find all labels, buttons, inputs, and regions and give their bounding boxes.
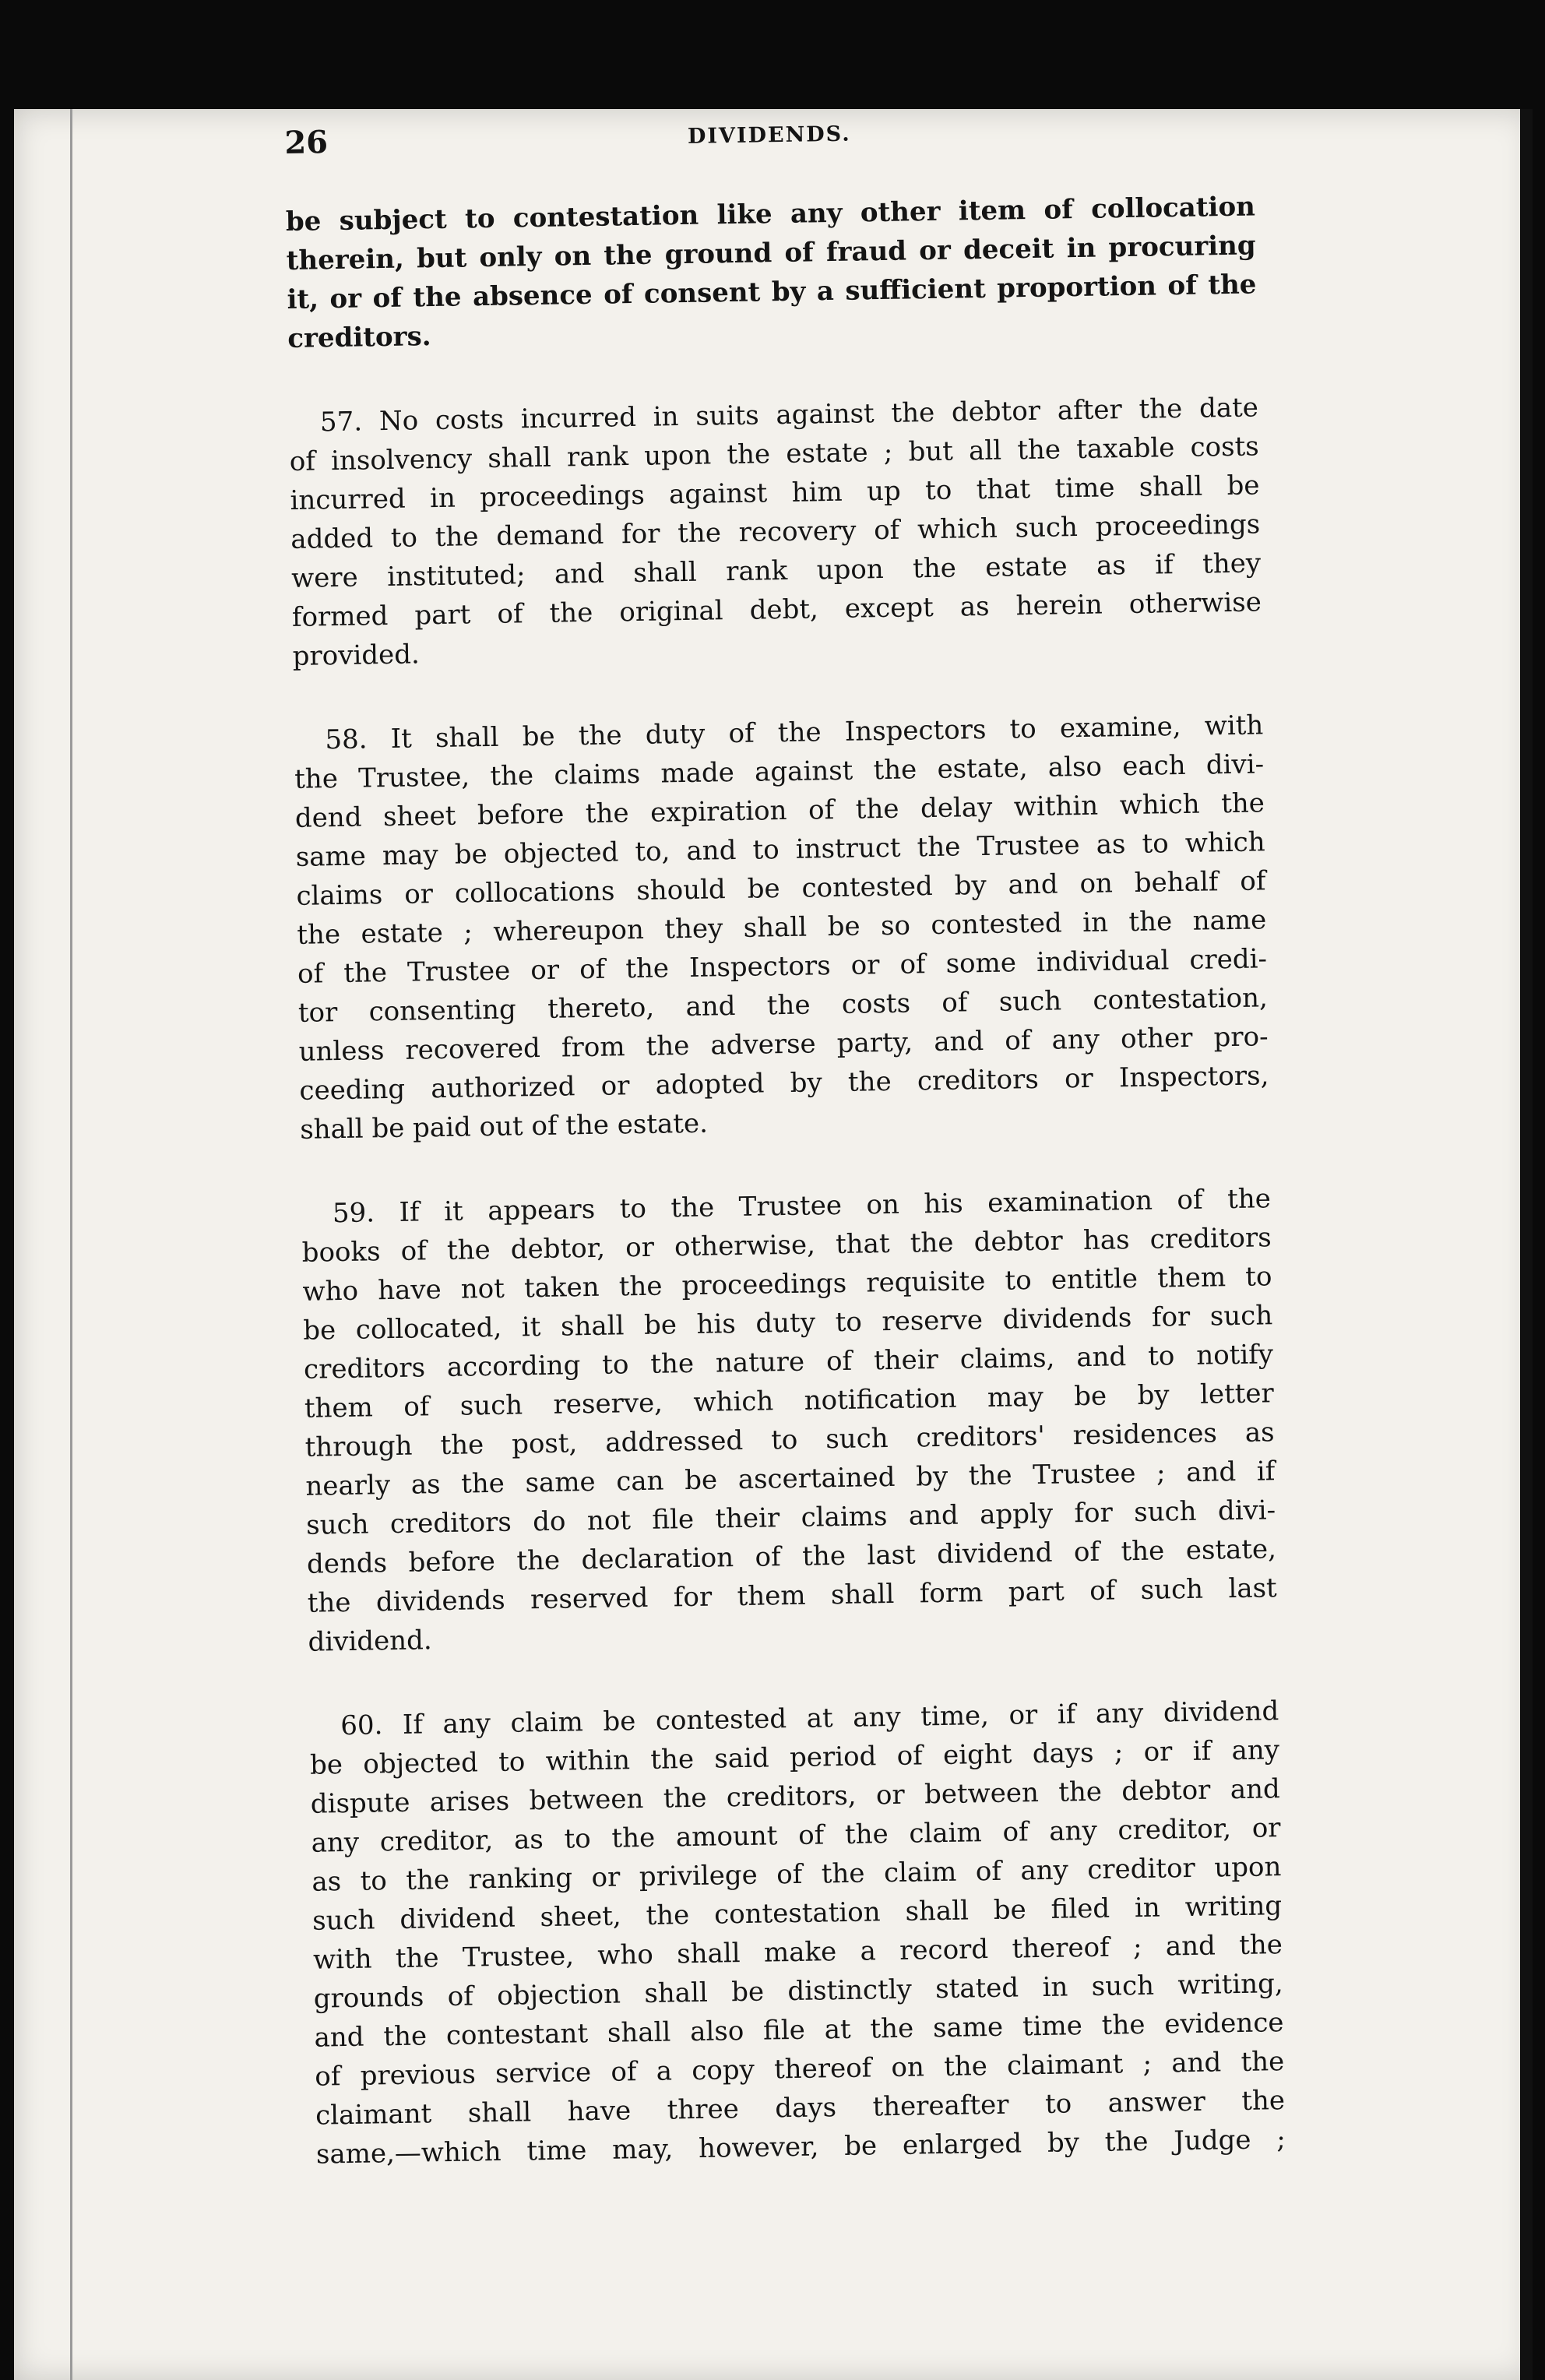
text-line: tor consenting thereto, and the costs of such contestation,	[297, 982, 1269, 1029]
text-line: of previous service of a copy thereof on the claimant ; and the	[315, 2046, 1285, 2093]
text-line: provided.	[292, 639, 421, 672]
text-line: books of the debtor, or otherwise, that the debtor has creditors	[301, 1222, 1272, 1269]
text-line: as to the ranking or privilege of the claim of any creditor upon	[311, 1851, 1282, 1898]
text-line: and the contestant shall also file at the same time the evidence	[314, 2007, 1284, 2054]
text-line: of the Trustee or of the Inspectors or of some individual credi-	[297, 943, 1268, 990]
text-line: dends before the declaration of the last dividend of the estate,	[306, 1533, 1277, 1580]
text-line: the Trustee, the claims made against the estate, also each divi-	[294, 748, 1265, 795]
text-line: be objected to within the said period of eight days ; or if any	[309, 1734, 1280, 1781]
text-line: were instituted; and shall rank upon the estate as if they	[290, 547, 1262, 594]
text-line: it, or of the absence of consent by a sufficient proportion of the	[287, 269, 1257, 315]
text-line: the estate ; whereupon they shall be so contested in the name	[297, 904, 1267, 951]
text-line: creditors.	[287, 321, 431, 354]
text-line: same may be objected to, and to instruct the Trustee as to which	[295, 826, 1265, 873]
text-line: with the Trustee, who shall make a record thereof ; and the	[312, 1929, 1283, 1976]
text-line: shall be paid out of the estate.	[299, 1107, 709, 1146]
text-line: such creditors do not file their claims and apply for such divi-	[305, 1495, 1276, 1541]
text-line: ceeding authorized or adopted by the creditors or Inspectors,	[299, 1060, 1269, 1107]
text-line: through the post, addressed to such creditors' residences as	[304, 1417, 1275, 1463]
page-number: 26	[284, 124, 329, 161]
text-line: creditors according to the nature of their claims, and to notify	[303, 1339, 1274, 1385]
text-line: the dividends reserved for them shall form part of such last	[307, 1572, 1277, 1619]
text-line: same,—which time may, however, be enlarged by the Judge ;	[315, 2124, 1286, 2171]
paragraph-60	[309, 1692, 1286, 2174]
section-title: DIVIDENDS.	[687, 121, 851, 149]
paragraph-59	[301, 1179, 1278, 1661]
text-line: be collocated, it shall be his duty to reserve dividends for such	[303, 1300, 1273, 1347]
page-right-edge	[1520, 109, 1533, 2380]
text-line: 59. If it appears to the Trustee on his examination of the	[332, 1183, 1272, 1230]
text-line: dividend.	[308, 1625, 432, 1658]
paragraph-57	[289, 388, 1262, 676]
text-line: formed part of the original debt, except as herein otherwise	[291, 586, 1262, 633]
text-line: be subject to contestation like any other item of collocation	[285, 191, 1256, 238]
text-line: dispute arises between the creditors, or between the debtor and	[310, 1773, 1281, 1820]
text-line: claims or collocations should be contested by and on behalf of	[296, 865, 1266, 912]
paragraph-continued	[286, 187, 1258, 358]
text-line: therein, but only on the ground of fraud or deceit in procuring	[286, 230, 1256, 276]
text-line: incurred in proceedings against him up to that time shall be	[290, 470, 1260, 516]
text-line: such dividend sheet, the contestation shall be filed in writing	[311, 1890, 1283, 1937]
paragraph-58	[294, 706, 1269, 1149]
text-line: added to the demand for the recovery of which such proceedings	[290, 509, 1261, 555]
text-line: them of such reserve, which notification may be by letter	[304, 1378, 1275, 1424]
text-line: unless recovered from the adverse party, and of any other pro-	[298, 1021, 1269, 1068]
text-line: grounds of objection shall be distinctly stated in such writing,	[313, 1968, 1283, 2015]
text-line: who have not taken the proceedings requisite to entitle them to	[302, 1261, 1272, 1308]
text-line: nearly as the same can be ascertained by the Trustee ; and if	[305, 1456, 1276, 1502]
text-line: 60. If any claim be contested at any time, or if any dividend	[340, 1695, 1279, 1742]
text-line: claimant shall have three days thereafter to answer the	[315, 2085, 1286, 2132]
page-gutter-line	[70, 109, 72, 2380]
text-block	[284, 109, 1286, 2219]
text-line: 58. It shall be the duty of the Inspectors to examine, with	[325, 709, 1264, 756]
text-line: any creditor, as to the amount of the claim of any creditor, or	[311, 1812, 1281, 1859]
text-line: of insolvency shall rank upon the estate ; but all the taxable costs	[289, 431, 1259, 477]
text-line: dend sheet before the expiration of the delay within which the	[294, 787, 1265, 834]
text-line: 57. No costs incurred in suits against the debtor after the date	[319, 392, 1259, 438]
